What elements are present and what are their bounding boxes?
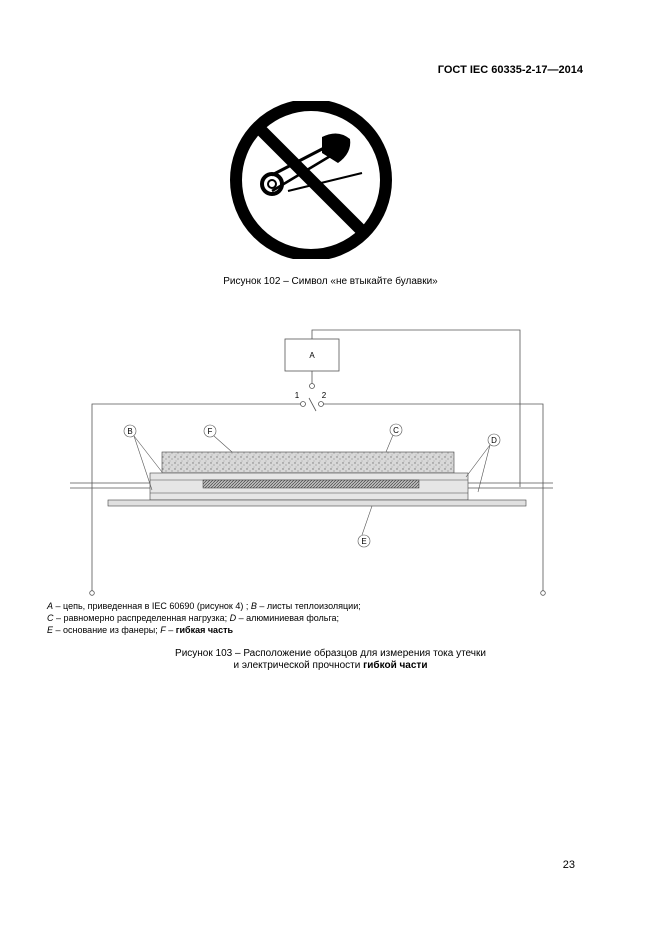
- document-header: ГОСТ IEC 60335-2-17—2014: [437, 64, 583, 76]
- caption-line-2: и электрической прочности гибкой части: [233, 660, 428, 671]
- figure-103-diagram: [0, 318, 661, 608]
- no-pins-prohibition-icon: [226, 101, 396, 259]
- flexible-part-f: [203, 480, 419, 488]
- label-b: B: [127, 427, 133, 436]
- terminal-2-label: 2: [321, 391, 327, 400]
- legend-line: E – основание из фанеры; F – гибкая часть: [47, 625, 234, 635]
- terminal-right-circle: [541, 591, 546, 596]
- page-number: 23: [562, 859, 575, 871]
- figure-103-caption: [0, 648, 661, 672]
- label-a: A: [309, 351, 315, 360]
- load-layer-c: [162, 452, 454, 473]
- label-c: C: [393, 426, 399, 435]
- label-e: E: [361, 537, 367, 546]
- label-d: D: [491, 436, 497, 445]
- figure-102-caption: Рисунок 102 – Символ «не втыкайте булавки»: [223, 276, 438, 287]
- terminal-circle: [310, 384, 315, 389]
- figure-103-legend: [47, 600, 361, 636]
- terminal-1-circle: [301, 402, 306, 407]
- plywood-base-e: [108, 500, 526, 506]
- label-f: F: [207, 427, 213, 436]
- terminal-left-circle: [90, 591, 95, 596]
- terminal-1-label: 1: [294, 391, 300, 400]
- legend-line: A – цепь, приведенная в IEC 60690 (рисунок 4) ; B – листы теплоизоляции;: [47, 601, 361, 611]
- terminal-2-circle: [319, 402, 324, 407]
- legend-line: C – равномерно распределенная нагрузка; D – алюминиевая фольга;: [47, 613, 340, 623]
- caption-line-1: Рисунок 103 – Расположение образцов для измерения тока утечки: [175, 648, 486, 659]
